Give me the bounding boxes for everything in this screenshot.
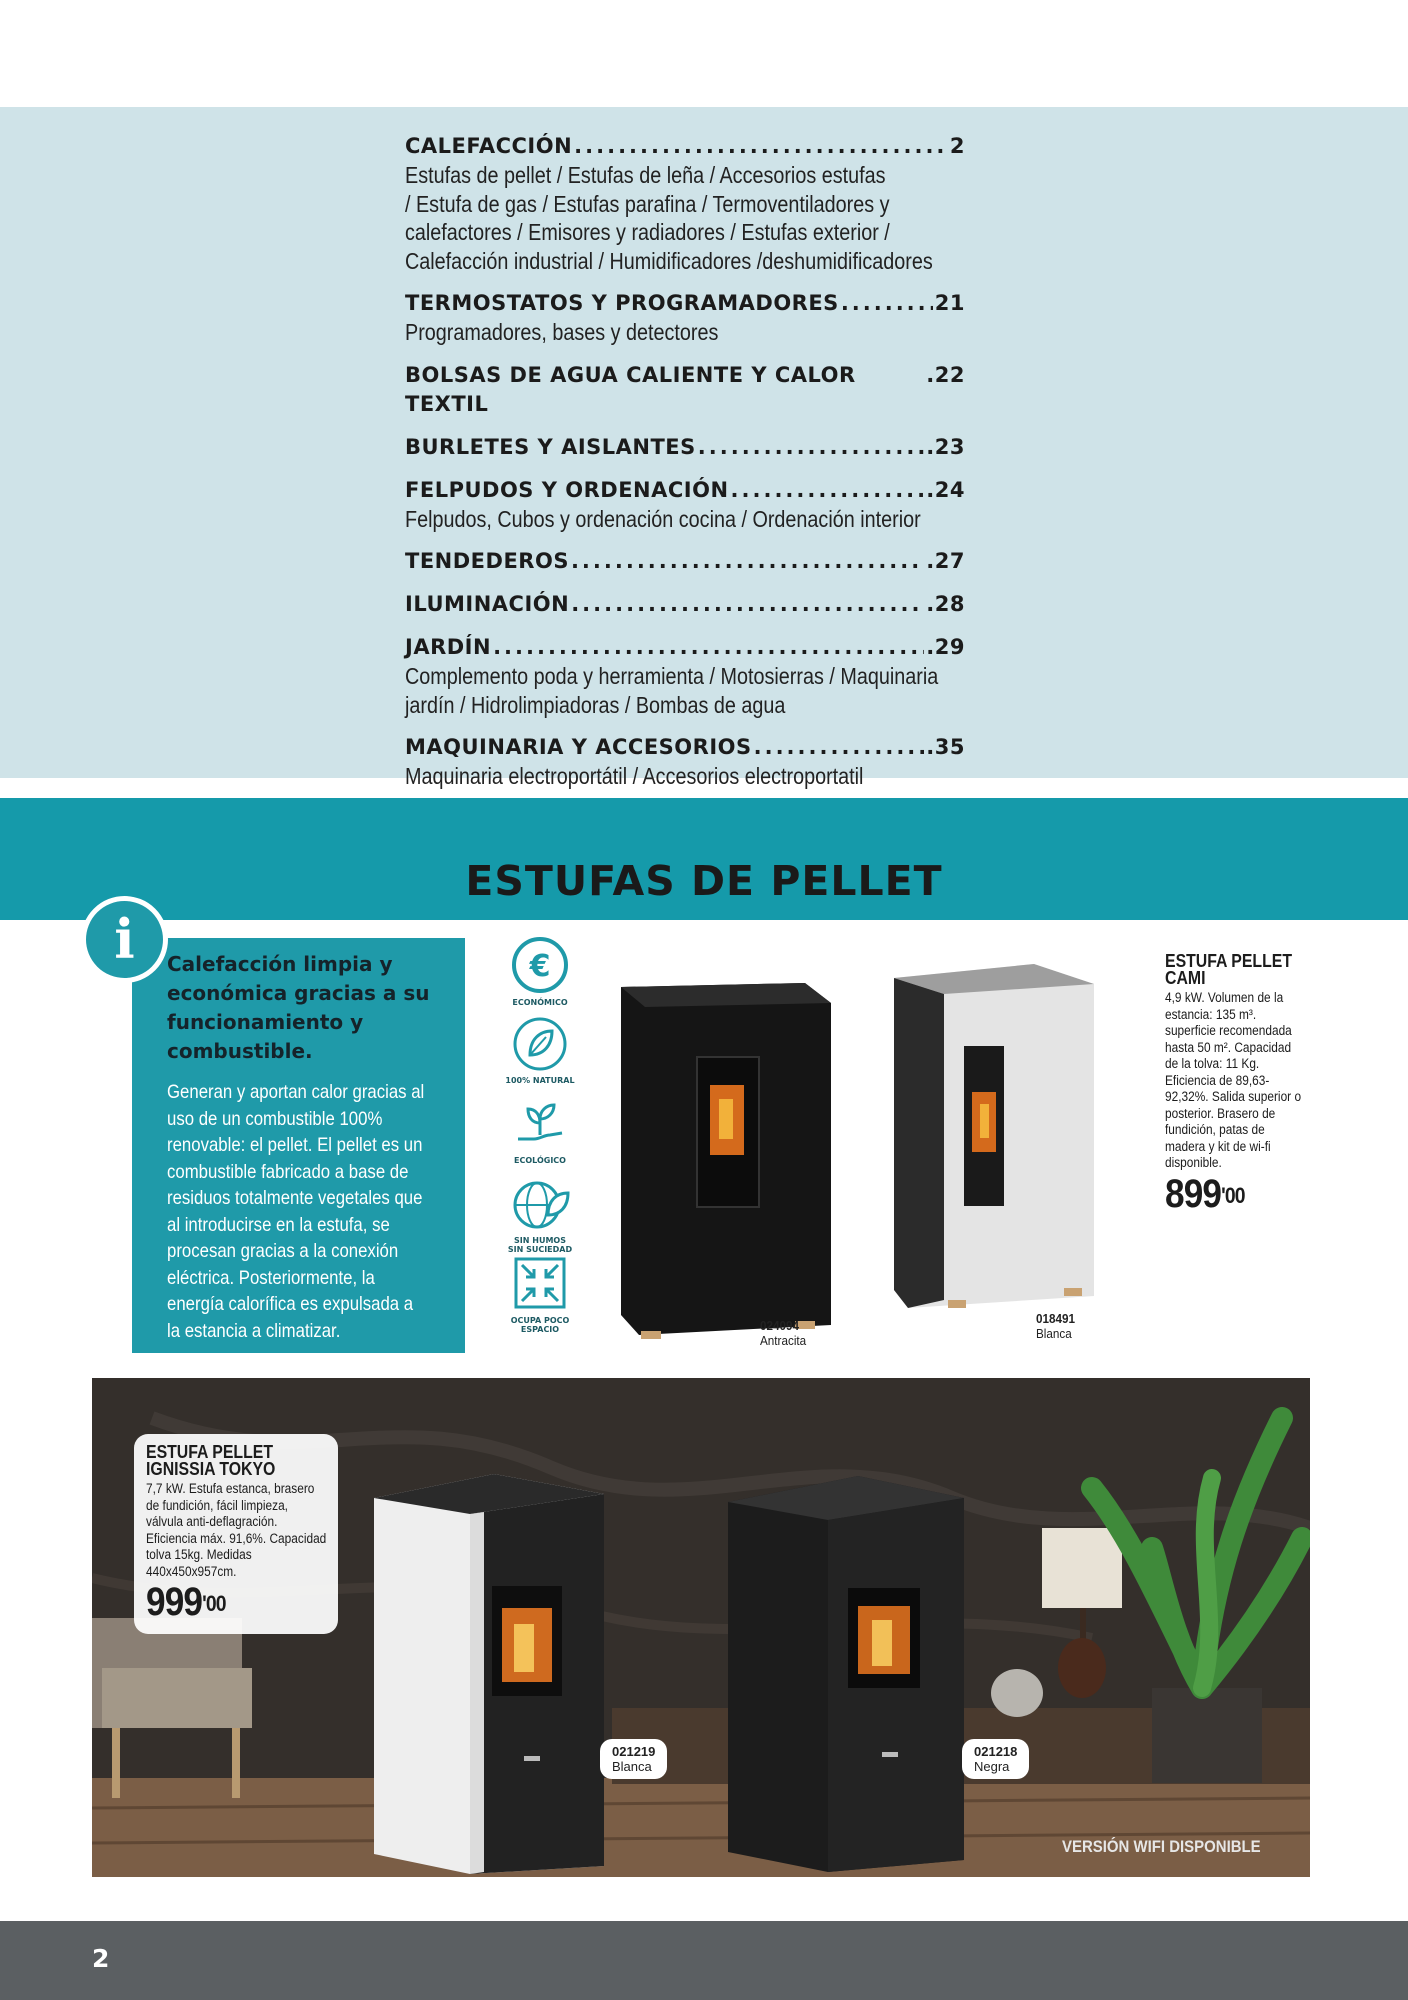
product-price: $899^{'00}$ [1165, 1171, 1245, 1216]
toc-entry-page: 2 [949, 134, 965, 158]
feature-economico: € ECONÓMICO [505, 935, 575, 1015]
toc-entry-subtopics: Complemento poda y herramienta / Motosierras / Maquinaria jardín / Hidrolimpiadoras / Bombas de agua [405, 663, 939, 718]
page-footer [0, 1921, 1408, 2000]
svg-text:€: € [529, 949, 551, 984]
variant-label: 021218 Negra [962, 1739, 1029, 1779]
toc-entry-page: 21 [934, 291, 965, 315]
section-title: ESTUFAS DE PELLET [465, 857, 943, 905]
product-tokyo-info [146, 1444, 326, 1622]
toc-entry-title: MAQUINARIA Y ACCESORIOS [405, 735, 752, 759]
globe-leaf-icon [510, 1175, 570, 1233]
stove-tokyo-negra-image [728, 1476, 964, 1872]
toc-entry[interactable] [405, 590, 965, 619]
table-of-contents [405, 132, 965, 805]
page-number: 2 [92, 1944, 110, 1973]
euro-icon [510, 935, 570, 995]
toc-entry-page: .22 [926, 362, 965, 387]
feature-ecologico: ECOLÓGICO [505, 1095, 575, 1175]
toc-entry-page: .28 [926, 592, 965, 616]
toc-entry-title: BURLETES Y AISLANTES [405, 434, 696, 459]
toc-entry-page: .23 [926, 434, 965, 459]
toc-entry-page: .35 [926, 735, 965, 759]
toc-entry[interactable] [405, 547, 965, 576]
product-title: ESTUFA PELLET IGNISSIA TOKYO [146, 1442, 276, 1479]
feature-ocupa-poco: OCUPA POCO ESPACIO [505, 1255, 575, 1335]
info-title: Calefacción limpia y económica gracias a su funcionamiento y combustible. [167, 952, 430, 1063]
toc-entry[interactable] [405, 289, 965, 347]
stove-cami-antracita-image [615, 975, 835, 1341]
toc-entry[interactable] [405, 633, 965, 719]
toc-entry-title: FELPUDOS Y ORDENACIÓN [405, 477, 729, 502]
feature-list [505, 935, 575, 1335]
product-cami-info [1165, 953, 1301, 1214]
toc-entry[interactable] [405, 733, 965, 791]
compress-icon [510, 1255, 570, 1313]
variant-label: 021219 Blanca [600, 1739, 667, 1779]
toc-entry-subtopics: Estufas de pellet / Estufas de leña / Accesorios estufas / Estufa de gas / Estufas parafina / Termoventiladores y calefactores / Emisores y radiadores / Estufas exterior / Calefacción industrial / Humidificadores /deshumidificadores [405, 162, 933, 274]
toc-entry-subtopics: Programadores, bases y detectores [405, 319, 719, 345]
product-price: $999^{'00}$ [146, 1580, 226, 1624]
toc-entry-title: ILUMINACIÓN [405, 592, 570, 616]
product-description: 7,7 kW. Estufa estanca, brasero de fundición, fácil limpieza, válvula anti-deflagración. Eficiencia máx. 91,6%. Capacidad tolva 15kg. Medidas 440x450x957cm. [146, 1481, 327, 1579]
feature-sin-humos: SIN HUMOS SIN SUCIEDAD [505, 1175, 575, 1255]
product-tokyo-card [134, 1434, 338, 1634]
toc-entry-subtopics: Maquinaria electroportátil / Accesorios electroportatil [405, 763, 864, 789]
toc-entry-title: TERMOSTATOS Y PROGRAMADORES [405, 291, 839, 315]
toc-entry-title: CALEFACCIÓN [405, 134, 573, 158]
stove-tokyo-blanca-image [374, 1474, 604, 1874]
leaf-icon [510, 1015, 570, 1073]
variant-label: 024094 Antracita [760, 1318, 807, 1348]
toc-entry-title: BOLSAS DE AGUA CALIENTE Y CALOR TEXTIL [405, 362, 856, 416]
plant-hand-icon [510, 1095, 570, 1153]
wifi-note: VERSIÓN WIFI DISPONIBLE [1062, 1837, 1261, 1856]
toc-entry[interactable] [405, 476, 965, 534]
variant-label: 018491 Blanca [1036, 1311, 1076, 1341]
info-icon: i [81, 896, 168, 983]
toc-entry-page: .29 [926, 635, 965, 659]
toc-entry-page: .24 [926, 477, 965, 502]
toc-entry[interactable] [405, 132, 965, 275]
product-title: ESTUFA PELLET CAMI [1165, 951, 1293, 988]
toc-entry-page: .27 [926, 549, 965, 573]
toc-entry-subtopics: Felpudos, Cubos y ordenación cocina / Ordenación interior [405, 505, 921, 532]
feature-natural: 100% NATURAL [505, 1015, 575, 1095]
toc-entry-title: JARDÍN [405, 635, 492, 659]
stove-cami-blanca-image [888, 960, 1098, 1326]
toc-entry[interactable] [405, 361, 965, 419]
toc-entry-title: TENDEDEROS [405, 549, 569, 573]
info-body: Generan y aportan calor gracias al uso de un combustible 100% renovable: el pellet. El pellet es un combustible fabricado a base de residuos totalmente vegetales que al introducirse en la estufa, se procesan gracias a la conexión eléctrica. Posteriormente, la energía calorífica es expulsada a la estancia a climatizar. [167, 1081, 425, 1342]
toc-entry[interactable] [405, 433, 965, 462]
product-description: 4,9 kW. Volumen de la estancia: 135 m³. superficie recomendada hasta 50 m². Capacidad de la tolva: 11 Kg. Eficiencia de 89,63-92,32%. Salida superior o posterior. Brasero de fundición, patas de madera y kit de wi-fi disponible. [1165, 990, 1302, 1170]
